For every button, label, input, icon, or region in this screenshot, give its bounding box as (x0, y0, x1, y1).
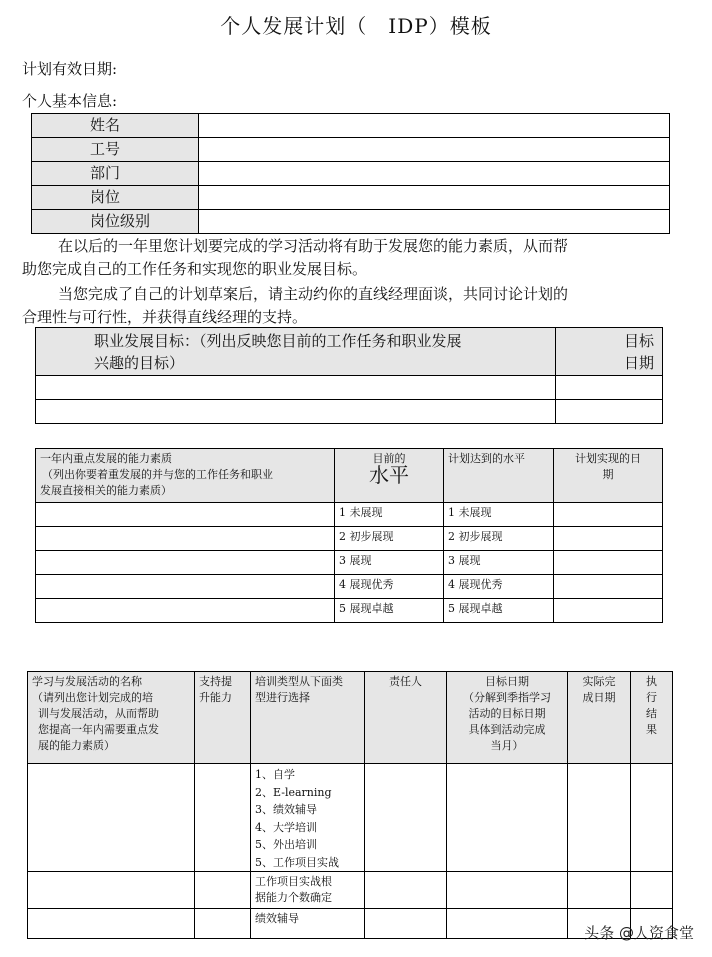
project-practice-note-line-1: 工作项目实战根 (255, 875, 332, 888)
owner-cell[interactable] (365, 872, 447, 909)
training-type-header-line-2: 型进行选择 (255, 691, 310, 704)
competency-cell[interactable] (36, 575, 335, 599)
target-date-cell[interactable] (447, 909, 568, 939)
support-capability-cell[interactable] (195, 872, 251, 909)
basic-info-label-id: 工号 (32, 138, 199, 162)
actual-date-header-line-2: 成日期 (582, 691, 616, 704)
training-type-item: 2、E-learning (255, 785, 332, 799)
support-capability-header (195, 672, 251, 764)
target-date-cell[interactable] (447, 872, 568, 909)
activity-name-header-line-3: 训与发展活动，从而帮助 (38, 707, 159, 720)
owner-header: 责任人 (365, 672, 447, 764)
support-capability-cell[interactable] (195, 909, 251, 939)
career-goal-header-line-1: 职业发展目标：（列出反映您目前的工作任务和职业发展 (94, 332, 462, 350)
target-date-header-line-5: 当月） (490, 739, 524, 752)
current-level-option[interactable]: 2 初步展现 (335, 527, 444, 551)
plan-date-cell[interactable] (554, 503, 663, 527)
career-goal-header (36, 328, 556, 376)
activity-name-cell[interactable] (28, 909, 195, 939)
target-level-option[interactable]: 2 初步展现 (444, 527, 554, 551)
name-field[interactable] (199, 114, 670, 138)
actual-date-cell[interactable] (568, 872, 631, 909)
plan-date-cell[interactable] (554, 551, 663, 575)
target-date-header (556, 328, 663, 376)
training-type-item: 4、大学培训 (255, 820, 317, 834)
career-goal-table (35, 327, 663, 424)
basic-info-table (31, 113, 670, 234)
position-level-field[interactable] (199, 210, 670, 234)
performance-coaching-note: 绩效辅导 (251, 909, 365, 939)
plan-date-cell[interactable] (554, 575, 663, 599)
training-type-header-line-1: 培训类型从下面类 (255, 675, 343, 688)
activity-name-header-line-1: 学习与发展活动的名称 (32, 675, 142, 688)
result-cell[interactable] (631, 764, 673, 872)
current-level-option[interactable]: 5 展现卓越 (335, 599, 444, 623)
intro-paragraph-2 (22, 283, 662, 329)
target-level-header: 计划达到的水平 (444, 449, 554, 503)
competency-header-line-1: 一年内重点发展的能力素质 (40, 452, 172, 465)
career-date-cell[interactable] (556, 400, 663, 424)
target-level-option[interactable]: 5 展现卓越 (444, 599, 554, 623)
result-cell[interactable] (631, 872, 673, 909)
current-level-header-big: 水平 (369, 463, 409, 487)
activity-table (27, 671, 673, 939)
competency-cell[interactable] (36, 599, 335, 623)
result-header-line-4: 果 (646, 723, 657, 736)
plan-date-cell[interactable] (554, 599, 663, 623)
intro-paragraph-2-line-1: 当您完成了自己的计划草案后，请主动约你的直线经理面谈，共同讨论计划的 (58, 285, 569, 303)
valid-date-label: 计划有效日期: (22, 60, 118, 78)
activity-name-header-line-4: 您提高一年内需要重点发 (38, 723, 159, 736)
competency-header (36, 449, 335, 503)
watermark: 头条 @人资食堂 (584, 924, 694, 942)
competency-header-line-2: （列出你要着重发展的并与您的工作任务和职业 (42, 468, 273, 481)
department-field[interactable] (199, 162, 670, 186)
plan-date-header-line-2: 期 (602, 468, 614, 481)
target-date-header-line-2: （分解到季指学习 (463, 691, 551, 704)
owner-cell[interactable] (365, 764, 447, 872)
plan-date-header-line-1: 计划实现的日 (575, 452, 641, 465)
actual-date-header (568, 672, 631, 764)
target-date-header-line-2: 日期 (623, 354, 654, 372)
activity-name-cell[interactable] (28, 764, 195, 872)
basic-info-label: 个人基本信息: (22, 92, 118, 110)
competency-cell[interactable] (36, 527, 335, 551)
target-date-header-line-3: 活动的目标日期 (468, 707, 546, 720)
result-header-line-3: 结 (646, 707, 657, 720)
employee-id-field[interactable] (199, 138, 670, 162)
position-field[interactable] (199, 186, 670, 210)
page-title: 个人发展计划（ IDP）模板 (220, 14, 492, 38)
current-level-header-top: 目前的 (372, 452, 406, 465)
activity-name-header-line-2: （请列出您计划完成的培 (32, 691, 153, 704)
target-date-header-line-1: 目标日期 (485, 675, 529, 688)
training-type-item: 1、自学 (255, 768, 295, 781)
basic-info-label-name: 姓名 (32, 114, 199, 138)
current-level-header (335, 449, 444, 503)
plan-date-cell[interactable] (554, 527, 663, 551)
activity-name-header (28, 672, 195, 764)
basic-info-label-dept: 部门 (32, 162, 199, 186)
target-date-header (447, 672, 568, 764)
career-date-cell[interactable] (556, 376, 663, 400)
target-level-option[interactable]: 3 展现 (444, 551, 554, 575)
competency-table (35, 448, 663, 623)
target-date-header-line-4: 具体到活动完成 (468, 723, 546, 736)
support-capability-cell[interactable] (195, 764, 251, 872)
training-type-item: 5、工作项目实战 (255, 855, 339, 869)
actual-date-cell[interactable] (568, 764, 631, 872)
target-date-cell[interactable] (447, 764, 568, 872)
career-goal-cell[interactable] (36, 376, 556, 400)
training-type-header (251, 672, 365, 764)
target-date-header-line-1: 目标 (623, 332, 654, 350)
target-level-option[interactable]: 1 未展现 (444, 503, 554, 527)
actual-date-header-line-1: 实际完 (582, 675, 616, 688)
support-capability-header-line-2: 升能力 (199, 691, 232, 704)
competency-header-line-3: 发展直接相关的能力素质） (40, 484, 172, 497)
result-header-line-2: 行 (646, 691, 657, 704)
activity-name-header-line-5: 展的能力素质） (38, 739, 115, 752)
current-level-option[interactable]: 3 展现 (335, 551, 444, 575)
owner-cell[interactable] (365, 909, 447, 939)
intro-paragraph-1-line-1: 在以后的一年里您计划要完成的学习活动将有助于发展您的能力素质，从而帮 (58, 237, 569, 255)
result-header (631, 672, 673, 764)
basic-info-label-level: 岗位级别 (32, 210, 199, 234)
support-capability-header-line-1: 支持提 (199, 675, 232, 688)
target-level-option[interactable]: 4 展现优秀 (444, 575, 554, 599)
result-header-line-1: 执 (646, 675, 657, 688)
current-level-option[interactable]: 1 未展现 (335, 503, 444, 527)
training-type-item: 5、外出培训 (255, 838, 317, 851)
career-goal-header-line-2: 兴趣的目标） (94, 354, 185, 372)
training-type-list (251, 764, 365, 872)
current-level-option[interactable]: 4 展现优秀 (335, 575, 444, 599)
project-practice-note-line-2: 据能力个数确定 (255, 891, 332, 904)
project-practice-note (251, 872, 365, 909)
intro-paragraph-1-line-2: 助您完成自己的工作任务和实现您的职业发展目标。 (22, 260, 368, 278)
competency-cell[interactable] (36, 551, 335, 575)
activity-name-cell[interactable] (28, 872, 195, 909)
intro-paragraph-1 (22, 235, 662, 281)
career-goal-cell[interactable] (36, 400, 556, 424)
plan-date-header (554, 449, 663, 503)
basic-info-label-position: 岗位 (32, 186, 199, 210)
intro-paragraph-2-line-2: 合理性与可行性，并获得直线经理的支持。 (22, 308, 308, 326)
competency-cell[interactable] (36, 503, 335, 527)
training-type-item: 3、绩效辅导 (255, 803, 317, 816)
